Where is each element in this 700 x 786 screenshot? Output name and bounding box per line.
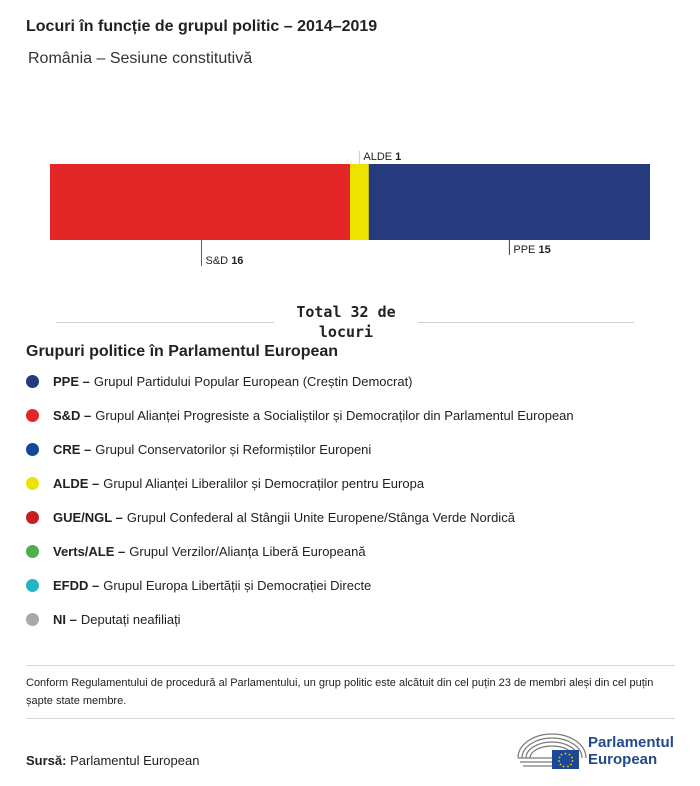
legend-color-dot-icon: [26, 375, 39, 388]
legend-color-dot-icon: [26, 613, 39, 626]
legend-name: Grupul Alianței Liberalilor și Democraților pentru Europa: [103, 475, 425, 491]
legend-abbr: NI –: [53, 611, 77, 627]
legend-color-dot-icon: [26, 477, 39, 490]
chart-title: Locuri în funcție de grupul politic – 2014–2019: [26, 18, 378, 35]
legend-abbr: GUE/NGL –: [53, 509, 123, 525]
logo-wordmark: [588, 734, 674, 768]
divider: [26, 718, 675, 719]
source-line: [26, 753, 199, 768]
source-value: Parlamentul European: [70, 753, 200, 768]
legend-abbr: CRE –: [53, 441, 92, 457]
legend-abbr: PPE –: [53, 373, 90, 389]
chart-subtitle: România – Sesiune constitutivă: [28, 50, 253, 67]
logo-line-1: Parlamentul: [588, 734, 674, 751]
legend-item: [26, 541, 366, 561]
legend-name: Deputați neafiliați: [80, 611, 181, 627]
legend-name: Grupul Partidului Popular European (Creștin Democrat): [93, 373, 413, 389]
legend-abbr: Verts/ALE –: [53, 543, 126, 559]
logo-line-2: European: [588, 751, 658, 768]
bar-segment-ppe: [369, 164, 650, 240]
legend-name: Grupul Verzilor/Alianța Liberă Europeană: [129, 543, 366, 559]
footnote: Conform Regulamentului de procedură al Parlamentului, un grup politic este alcătuit din cel puțin 23 de membri aleși din cel puțin șapte state membre.: [26, 677, 654, 707]
legend-name: Grupul Alianței Progresiste a Socialiștilor și Democraților din Parlamentul European: [95, 407, 574, 423]
legend-name: Grupul Europa Libertății și Democrației Directe: [103, 577, 372, 593]
legend-color-dot-icon: [26, 409, 39, 422]
total-divider-right: [418, 322, 634, 323]
legend-item: [26, 371, 413, 391]
divider: [26, 665, 675, 666]
legend-color-dot-icon: [26, 579, 39, 592]
legend-name: Grupul Conservatorilor și Reformiștilor Europeni: [95, 441, 372, 457]
total-divider-left: [56, 322, 274, 323]
source-label: Sursă:: [26, 753, 67, 768]
legend-item: [26, 507, 515, 527]
stacked-bar-chart: [0, 0, 700, 290]
legend-title: Grupuri politice în Parlamentul European: [26, 343, 339, 360]
bar-segment-alde: [350, 164, 369, 240]
legend-name: Grupul Confederal al Stângii Unite Europene/Stânga Verde Nordică: [126, 509, 515, 525]
legend-item: [26, 405, 574, 425]
legend-abbr: EFDD –: [53, 577, 100, 593]
bar-segment-sd: [50, 164, 350, 240]
legend-color-dot-icon: [26, 511, 39, 524]
data-label-alde: ALDE 1: [363, 151, 402, 163]
legend-abbr: S&D –: [53, 407, 92, 423]
legend-abbr: ALDE –: [53, 475, 100, 491]
total-seats-label: Total 32 de locuri: [296, 303, 396, 341]
data-label-sd: S&D 16: [205, 255, 244, 267]
legend-item: [26, 473, 424, 493]
legend-color-dot-icon: [26, 545, 39, 558]
legend-item: [26, 609, 181, 629]
legend-color-dot-icon: [26, 443, 39, 456]
legend-item: [26, 575, 371, 595]
legend-item: [26, 439, 371, 459]
data-label-ppe: PPE 15: [513, 244, 551, 256]
